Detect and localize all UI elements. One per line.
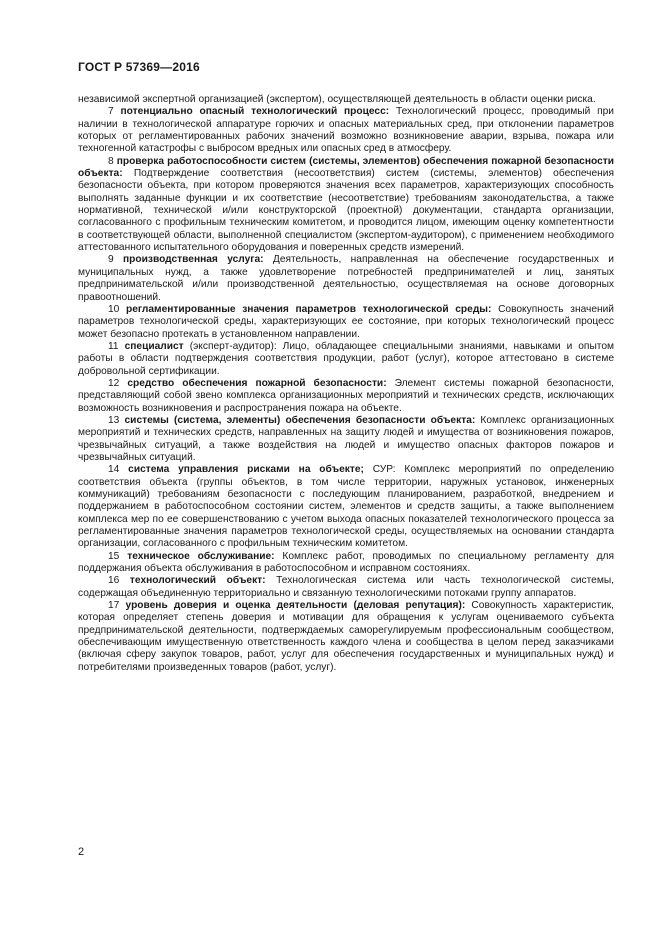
definition-12 bbox=[78, 378, 614, 415]
definition-text: Совокупность значений параметров технологической среды, характеризующих ее состояние, при которых технологический процесс может безопасно протекать в установленном направлении. bbox=[78, 303, 614, 340]
definition-11 bbox=[78, 341, 614, 378]
definition-text: Деятельность, направленная на обеспечение государственных и муниципальных нужд, а также удовлетворение потребностей предпринимателей и лиц, занятых предпринимательской и/или производственной деятельностью, осуществляемая на основе договорных правоотношений. bbox=[78, 254, 614, 303]
document-body bbox=[78, 94, 614, 674]
definition-number: 9 bbox=[108, 254, 114, 266]
definition-number: 7 bbox=[108, 106, 114, 118]
lead-paragraph: независимой экспертной организацией (экспертом), осуществляющей деятельность в области оценки риска. bbox=[78, 94, 596, 105]
definition-term: техническое обслуживание: bbox=[127, 550, 275, 562]
definition-number: 8 bbox=[108, 155, 114, 167]
definition-term: проверка работоспособности систем (системы, элементов) обеспечения пожарной безопасности объекта: bbox=[78, 155, 614, 180]
definition-number: 13 bbox=[108, 414, 120, 426]
definition-number: 14 bbox=[108, 464, 120, 476]
definition-term: система управления рисками на объекте; bbox=[128, 464, 364, 476]
page-number: 2 bbox=[78, 846, 85, 858]
definition-16 bbox=[78, 575, 614, 600]
definition-term: средство обеспечения пожарной безопасности: bbox=[127, 377, 387, 389]
definition-text: Комплекс работ, проводимых по специальному регламенту для поддержания объекта обслуживания в работоспособном и исправном состояниях. bbox=[78, 550, 614, 575]
definition-14 bbox=[78, 464, 614, 550]
definition-number: 12 bbox=[108, 377, 120, 389]
definition-term: потенциально опасный технологический процесс: bbox=[120, 106, 390, 118]
definition-term: регламентированные значения параметров технологической среды: bbox=[126, 303, 492, 315]
definition-15 bbox=[78, 551, 614, 576]
definition-text: Подтверждение соответствия (несоответствия) систем (системы, элементов) обеспечения безопасности объекта, при котором проверяются значения всех параметров, характеризующих способность выполнять заданные функции и их соответствие (несоответствие) требованиям законодательства, а также нормативной, технической и/или конструкторской (проектной) документации, стандарта организации, согласованного с профильным техническим комитетом, и проводится лицом, имеющим оценку компетентности в соответствующей области, выполненной специалистом (экспертом-аудитором), с применением необходимого аттестованного испытательного оборудования и поверенных средств измерений. bbox=[78, 168, 614, 254]
definition-text: Технологический процесс, проводимый при наличии в технологической аппаратуре горючих и опасных материальных сред, при отклонении параметров которых от регламентированных рабочих значений возможно возникновение аварии, взрыва, пожара или техногенной катастрофы с выбросом вредных или опасных сред в атмосферу. bbox=[78, 106, 614, 155]
definition-term: системы (система, элементы) обеспечения безопасности объекта: bbox=[124, 414, 476, 426]
definition-number: 10 bbox=[108, 303, 120, 315]
definition-text: Комплекс организационных мероприятий и технических средств, направленных на защиту людей и имущества от возникновения пожаров, чрезвычайных ситуаций, а также воздействия на людей и имущество опасных факторов пожаров и чрезвычайных ситуаций. bbox=[78, 414, 614, 463]
standard-header: ГОСТ Р 57369—2016 bbox=[78, 60, 200, 74]
definition-10 bbox=[78, 304, 614, 341]
definition-text: Совокупность характеристик, которая определяет степень доверия и мотивации для обращения к услугам оцениваемого субъекта предпринимательской деятельности, подтверждаемых саморегулируемым профессиональным сообществом, обеспечивающим имущественную ответственность каждого члена и сообщества в целом перед заказчиками (включая сферу закупок товаров, работ, услуг для обеспечения государственных и муниципальных нужд) и потребителями произведенных товаров (работ, услуг). bbox=[78, 600, 614, 673]
definition-8 bbox=[78, 156, 614, 255]
definition-term: специалист bbox=[124, 340, 184, 352]
definition-number: 16 bbox=[108, 575, 120, 587]
definition-text: Элемент системы пожарной безопасности, представляющий собой звено комплекса организационных мероприятий и технических средств, исключающих возможность возникновения и распространения пожара на объекте. bbox=[78, 377, 614, 414]
definition-17 bbox=[78, 600, 614, 674]
definition-number: 15 bbox=[108, 550, 120, 562]
definition-7 bbox=[78, 106, 614, 155]
definition-term: уровень доверия и оценка деятельности (деловая репутация): bbox=[125, 600, 466, 612]
definition-text: СУР: Комплекс мероприятий по определению соответствия объекта (группы объектов, в том числе территории, наружных установок, инженерных коммуникаций) требованиям безопасности с последующим планированием, разработкой, внедрением и поддержанием в работоспособном состоянии систем, элементов и средств защиты, а также выполнением комплекса мер по ее совершенствованию с учетом выхода опасных показателей технологического процесса за регламентированные значения параметров технологической среды, осуществляемых на основании стандарта организации, согласованного с профильным техническим комитетом. bbox=[78, 464, 614, 550]
definition-13 bbox=[78, 415, 614, 464]
definition-term: производственная услуга: bbox=[123, 254, 264, 266]
definition-text: (эксперт-аудитор): Лицо, обладающее специальными знаниями, навыками и опытом работы в области подтверждения соответствия продукции, работ (услуг), которое аттестовано в системе добровольной сертификации. bbox=[78, 340, 614, 377]
definition-text: Технологическая система или часть технологической системы, содержащая объединенную территориально и связанную технологическими потоками группу аппаратов. bbox=[78, 575, 614, 599]
definition-term: технологический объект: bbox=[129, 575, 266, 587]
definition-9 bbox=[78, 254, 614, 303]
definition-number: 17 bbox=[108, 600, 120, 612]
definition-number: 11 bbox=[108, 340, 119, 352]
